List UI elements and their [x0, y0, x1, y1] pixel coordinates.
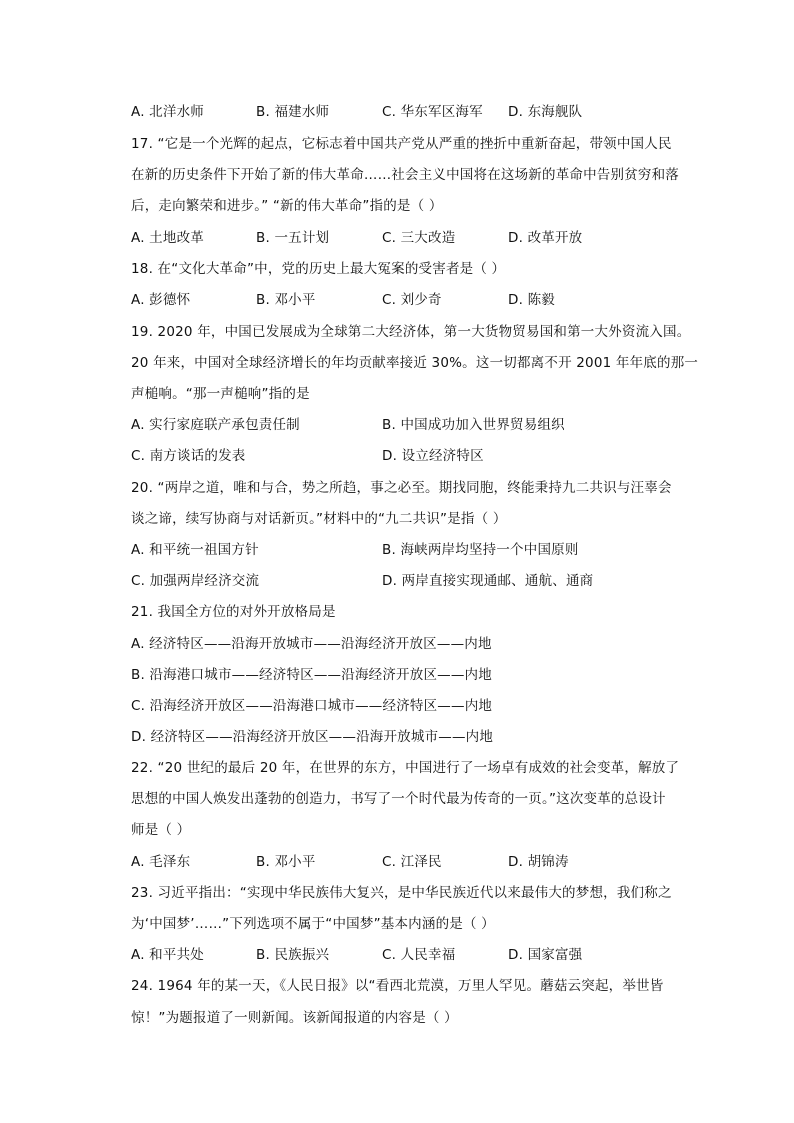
- q17-stem-line-1: 17. “它是一个光辉的起点，它标志着中国共产党从严重的挫折中重新奋起，带领中国人民: [131, 136, 672, 152]
- q22-stem-line-2: 思想的中国人焕发出蓬勃的创造力，书写了一个时代最为传奇的一页。”这次变革的总设计: [131, 791, 666, 807]
- q19-stem-line-2: 20 年来，中国对全球经济增长的年均贡献率接近 30%。这一切都离不开 2001 年年底的那一: [131, 355, 699, 371]
- q22-option-b[interactable]: B. 邓小平: [256, 854, 316, 870]
- q24-stem-line-2: 惊！”为题报道了一则新闻。该新闻报道的内容是（ ）: [131, 1010, 458, 1026]
- q21-option-b[interactable]: B. 沿海港口城市——经济特区——沿海经济开放区——内地: [131, 667, 492, 683]
- q23-option-b[interactable]: B. 民族振兴: [256, 947, 330, 963]
- q22-option-c[interactable]: C. 江泽民: [382, 854, 442, 870]
- q16-option-b[interactable]: B. 福建水师: [256, 104, 330, 120]
- q19-option-b[interactable]: B. 中国成功加入世界贸易组织: [382, 417, 565, 433]
- q19-option-d[interactable]: D. 设立经济特区: [382, 448, 484, 464]
- q23-stem-line-2: 为‘中国梦’……”下列选项不属于“中国梦”基本内涵的是（ ）: [131, 916, 495, 932]
- q20-option-c[interactable]: C. 加强两岸经济交流: [131, 573, 260, 589]
- q24-stem-line-1: 24. 1964 年的某一天，《人民日报》以“看西北荒漠，万里人罕见。蘑菇云突起，举世皆: [131, 978, 664, 994]
- q21-option-a[interactable]: A. 经济特区——沿海开放城市——沿海经济开放区——内地: [131, 636, 492, 652]
- q19-option-c[interactable]: C. 南方谈话的发表: [131, 448, 246, 464]
- q19-stem-line-3: 声槌响。“那一声槌响”指的是: [131, 386, 310, 402]
- q17-option-d[interactable]: D. 改革开放: [508, 230, 583, 246]
- q20-option-b[interactable]: B. 海峡两岸均坚持一个中国原则: [382, 542, 579, 558]
- q18-option-c[interactable]: C. 刘少奇: [382, 292, 442, 308]
- q23-stem-line-1: 23. 习近平指出：“实现中华民族伟大复兴，是中华民族近代以来最伟大的梦想，我们称之: [131, 885, 672, 901]
- q20-option-a[interactable]: A. 和平统一祖国方针: [131, 542, 259, 558]
- q18-option-b[interactable]: B. 邓小平: [256, 292, 316, 308]
- q19-option-a[interactable]: A. 实行家庭联产承包责任制: [131, 417, 300, 433]
- q17-stem-line-3: 后，走向繁荣和进步。” “新的伟大革命”指的是（ ）: [131, 198, 443, 214]
- q20-stem-line-2: 谈之谛，续写协商与对话新页。”材料中的“九二共识”是指（ ）: [131, 511, 507, 527]
- q23-option-c[interactable]: C. 人民幸福: [382, 947, 456, 963]
- q17-option-a[interactable]: A. 土地改革: [131, 230, 204, 246]
- q16-option-d[interactable]: D. 东海舰队: [508, 104, 583, 120]
- q22-option-d[interactable]: D. 胡锦涛: [508, 854, 569, 870]
- q19-stem-line-1: 19. 2020 年，中国已发展成为全球第二大经济体，第一大货物贸易国和第一大外资流入国。: [131, 324, 691, 340]
- q21-option-d[interactable]: D. 经济特区——沿海经济开放区——沿海开放城市——内地: [131, 729, 494, 745]
- q18-option-a[interactable]: A. 彭德怀: [131, 292, 191, 308]
- q23-option-d[interactable]: D. 国家富强: [508, 947, 583, 963]
- q18-stem-line-1: 18. 在“文化大革命”中，党的历史上最大冤案的受害者是（ ）: [131, 261, 506, 277]
- q16-option-c[interactable]: C. 华东军区海军: [382, 104, 483, 120]
- q22-option-a[interactable]: A. 毛泽东: [131, 854, 191, 870]
- q18-option-d[interactable]: D. 陈毅: [508, 292, 555, 308]
- q21-option-c[interactable]: C. 沿海经济开放区——沿海港口城市——经济特区——内地: [131, 698, 493, 714]
- q22-stem-line-1: 22. “20 世纪的最后 20 年，在世界的东方，中国进行了一场卓有成效的社会变革，解放了: [131, 760, 680, 776]
- q17-option-b[interactable]: B. 一五计划: [256, 230, 330, 246]
- q16-option-a[interactable]: A. 北洋水师: [131, 104, 204, 120]
- q17-option-c[interactable]: C. 三大改造: [382, 230, 456, 246]
- q20-option-d[interactable]: D. 两岸直接实现通邮、通航、通商: [382, 573, 594, 589]
- q17-stem-line-2: 在新的历史条件下开始了新的伟大革命……社会主义中国将在这场新的革命中告别贫穷和落: [131, 167, 679, 183]
- q22-stem-line-3: 师是（ ）: [131, 822, 191, 838]
- q20-stem-line-1: 20. “两岸之道，唯和与合，势之所趋，事之必至。期找同胞，终能秉持九二共识与汪辜会: [131, 480, 672, 496]
- q21-stem-line-1: 21. 我国全方位的对外开放格局是: [131, 604, 336, 620]
- q23-option-a[interactable]: A. 和平共处: [131, 947, 204, 963]
